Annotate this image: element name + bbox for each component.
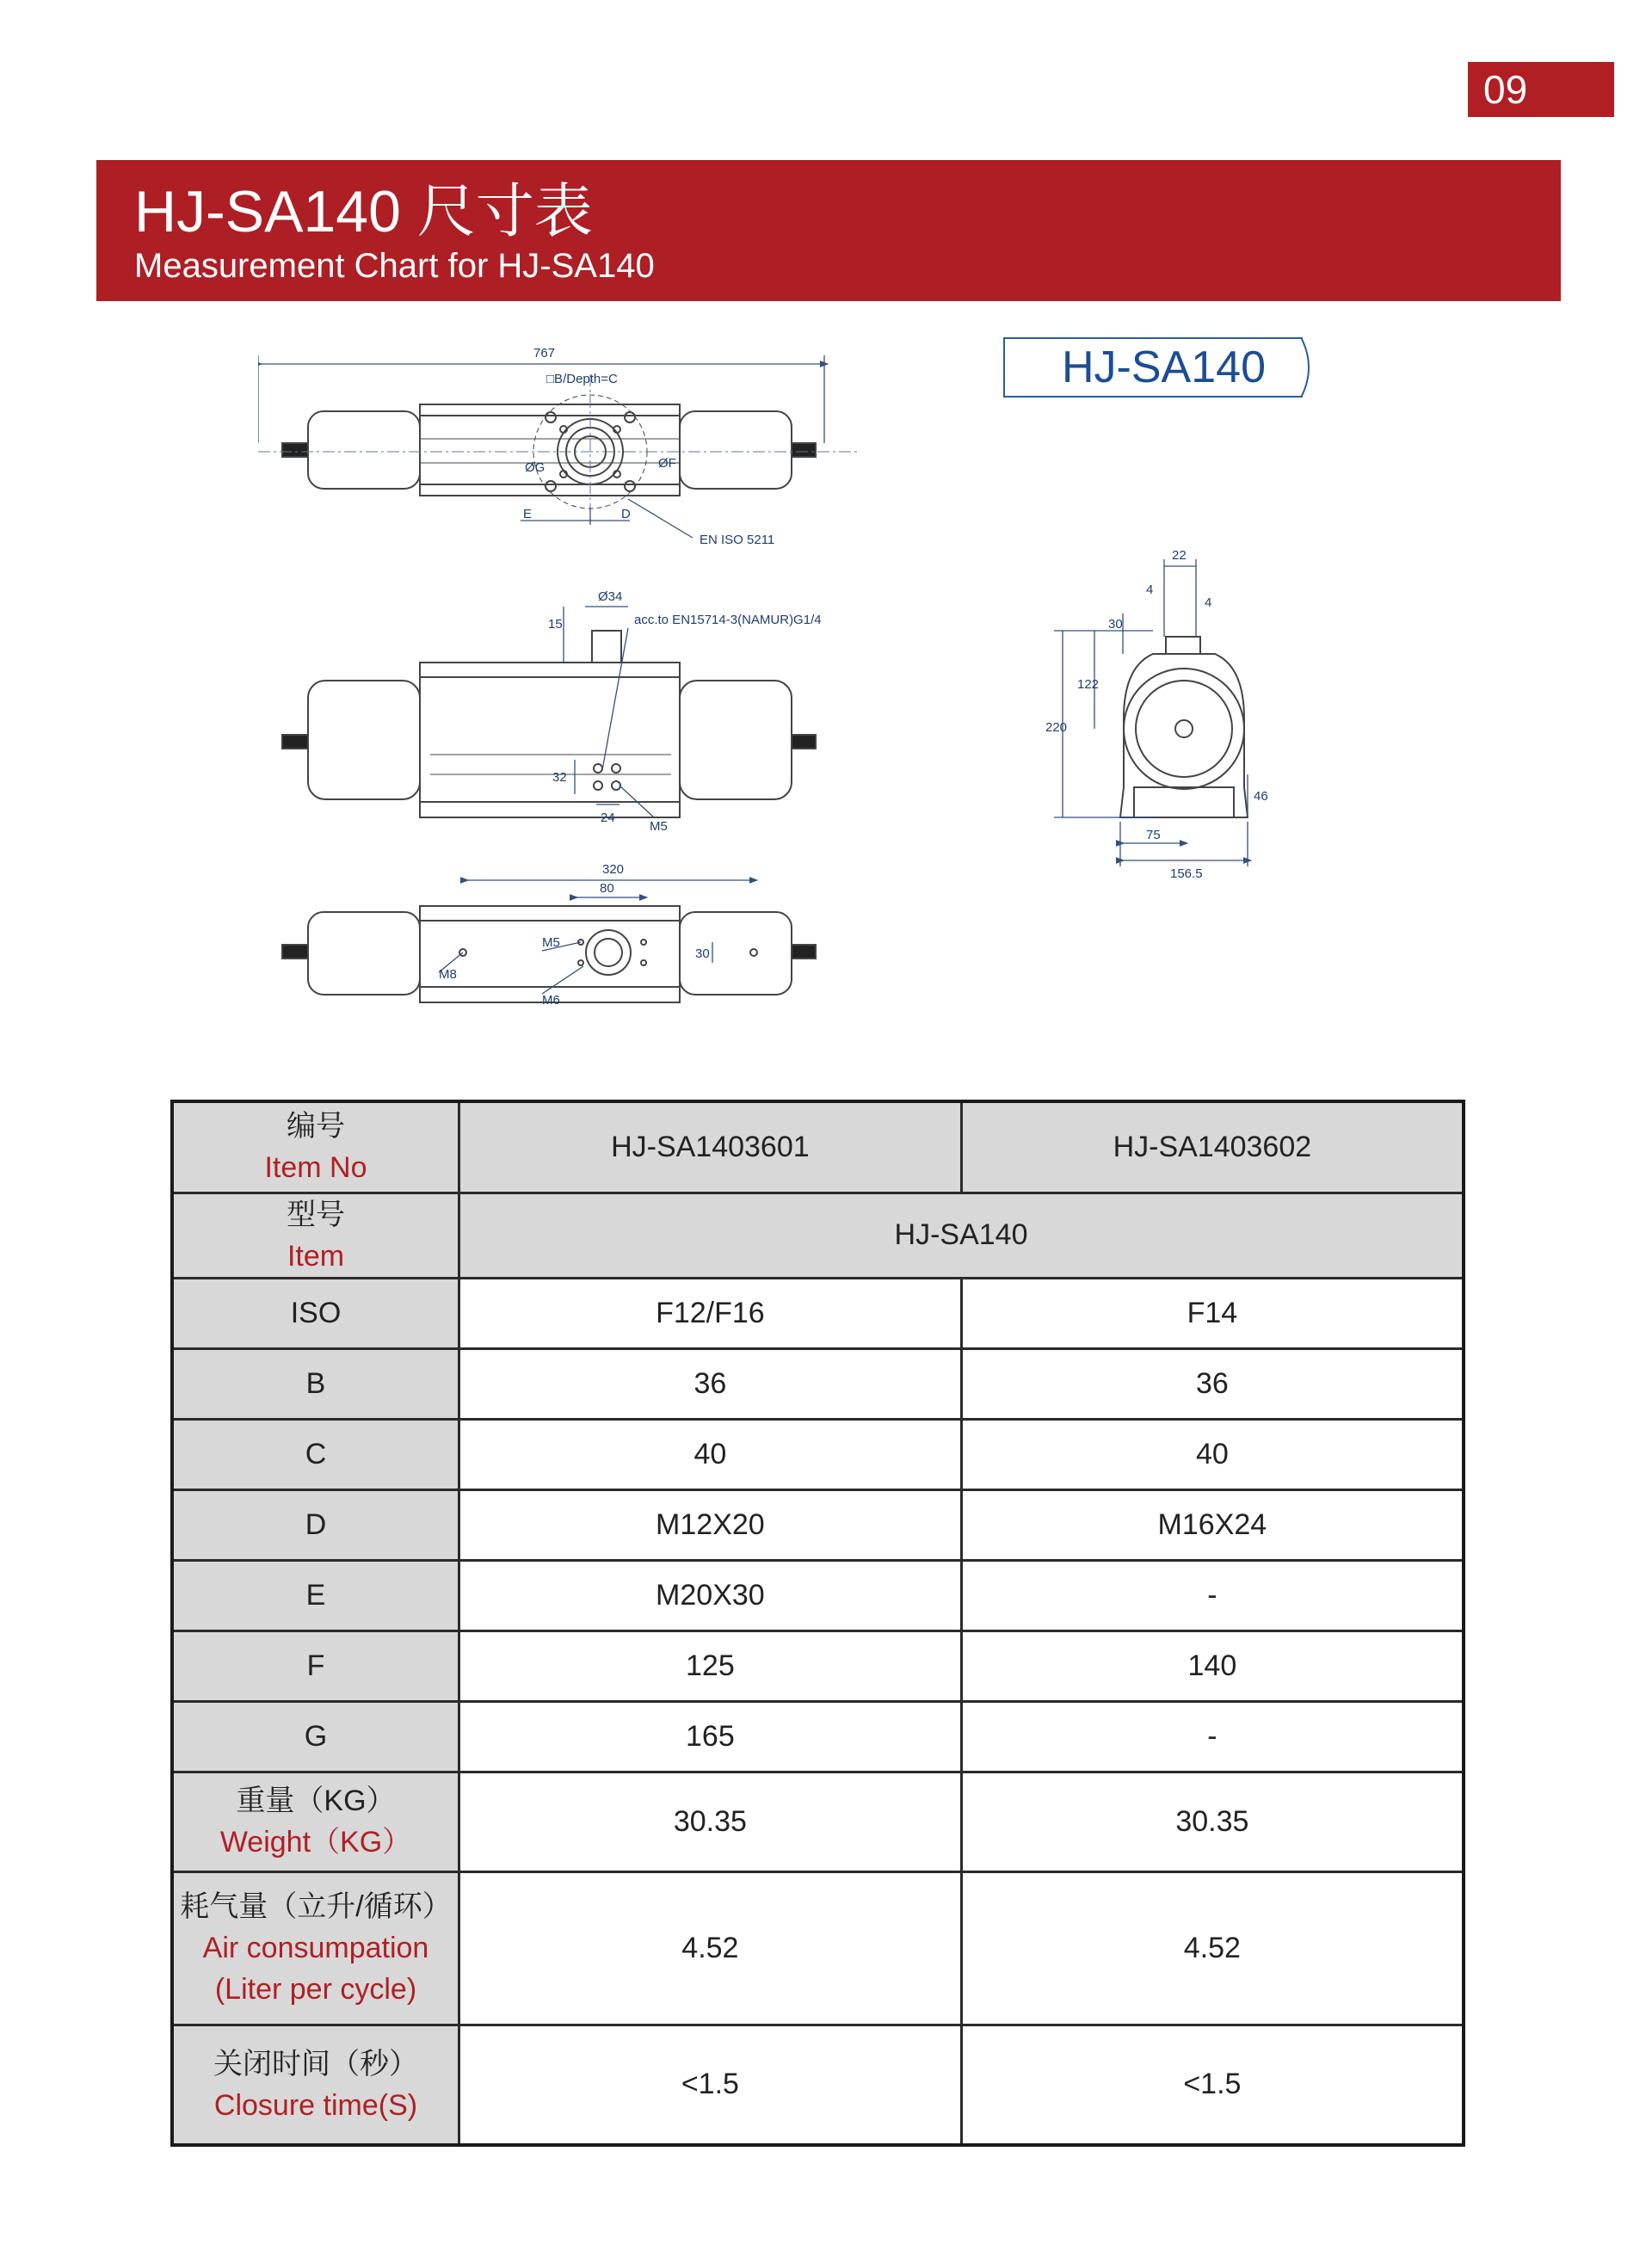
top-view [258, 374, 860, 512]
label-bottom-80: 80 [600, 881, 614, 896]
table-row: B 36 36 [172, 1348, 1464, 1419]
label-dia-g: ØG [525, 460, 546, 475]
label-side-22: 22 [1172, 548, 1187, 563]
technical-drawing [258, 340, 1325, 1054]
label-namur: acc.to EN15714-3(NAMUR)G1/4 [634, 613, 822, 627]
label-front-24: 24 [601, 811, 615, 825]
table-row-item-no [172, 1101, 1464, 1193]
label-iso-standard: EN ISO 5211 [700, 533, 775, 547]
table-row: ISO F12/F16 F14 [172, 1278, 1464, 1348]
page-number: 09 [1468, 62, 1614, 117]
table-row-closure: 关闭时间（秒） Closure time(S) <1.5 <1.5 [172, 2025, 1464, 2145]
front-view [282, 631, 816, 817]
cell-item-no-1: HJ-SA1403601 [459, 1101, 962, 1193]
label-bottom-m5: M5 [542, 935, 560, 950]
label-side-46: 46 [1254, 789, 1268, 804]
model-tag: HJ-SA140 [1003, 337, 1303, 398]
label-side-30: 30 [1108, 617, 1123, 632]
label-dim-e: E [523, 507, 533, 521]
side-view [1120, 637, 1248, 817]
table-row: E M20X30 - [172, 1560, 1464, 1630]
label-bottom-30: 30 [695, 946, 710, 961]
label-shaft-dia: Ø34 [598, 589, 623, 604]
table-row-weight: 重量（KG） Weight（KG） 30.35 30.35 [172, 1772, 1464, 1871]
label-front-m5: M5 [650, 819, 668, 834]
label-side-75: 75 [1146, 828, 1161, 842]
title-banner [96, 160, 1561, 301]
label-square-depth: □B/Depth=C [546, 372, 618, 386]
label-dia-f: ØF [658, 456, 676, 471]
label-closure-time: 关闭时间（秒） Closure time(S) [172, 2025, 459, 2145]
label-air-consumption: 耗气量（立升/循环） Air consumpation (Liter per cycle) [172, 1871, 459, 2025]
label-item-no: 编号 Item No [172, 1101, 459, 1193]
label-side-122: 122 [1077, 677, 1100, 692]
label-bottom-m8: M8 [439, 967, 457, 982]
table-row-air: 耗气量（立升/循环） Air consumpation (Liter per cycle) 4.52 4.52 [172, 1871, 1464, 2025]
table-row: C 40 40 [172, 1419, 1464, 1489]
label-bottom-m6: M6 [542, 993, 560, 1008]
dim-overall-length: 767 [533, 346, 556, 361]
spec-table [170, 1100, 1465, 2147]
table-row: F 125 140 [172, 1630, 1464, 1701]
label-side-4a: 4 [1146, 583, 1154, 597]
label-item: 型号 Item [172, 1193, 459, 1278]
label-shaft-height: 15 [548, 617, 563, 632]
table-row: G 165 - [172, 1701, 1464, 1772]
cell-item: HJ-SA140 [459, 1193, 1464, 1278]
table-row: D M12X20 M16X24 [172, 1489, 1464, 1560]
label-bottom-320: 320 [602, 862, 625, 877]
label-dim-d: D [621, 507, 631, 521]
table-row-item [172, 1193, 1464, 1278]
bottom-view [282, 906, 816, 1002]
label-side-220: 220 [1045, 720, 1068, 735]
label-side-4b: 4 [1205, 595, 1212, 610]
label-weight: 重量（KG） Weight（KG） [172, 1772, 459, 1871]
cell-item-no-2: HJ-SA1403602 [961, 1101, 1464, 1193]
label-front-32: 32 [552, 770, 567, 785]
page-title: HJ-SA140 尺寸表 [134, 179, 593, 244]
page-subtitle: Measurement Chart for HJ-SA140 [134, 247, 655, 285]
label-side-156: 156.5 [1170, 866, 1203, 881]
